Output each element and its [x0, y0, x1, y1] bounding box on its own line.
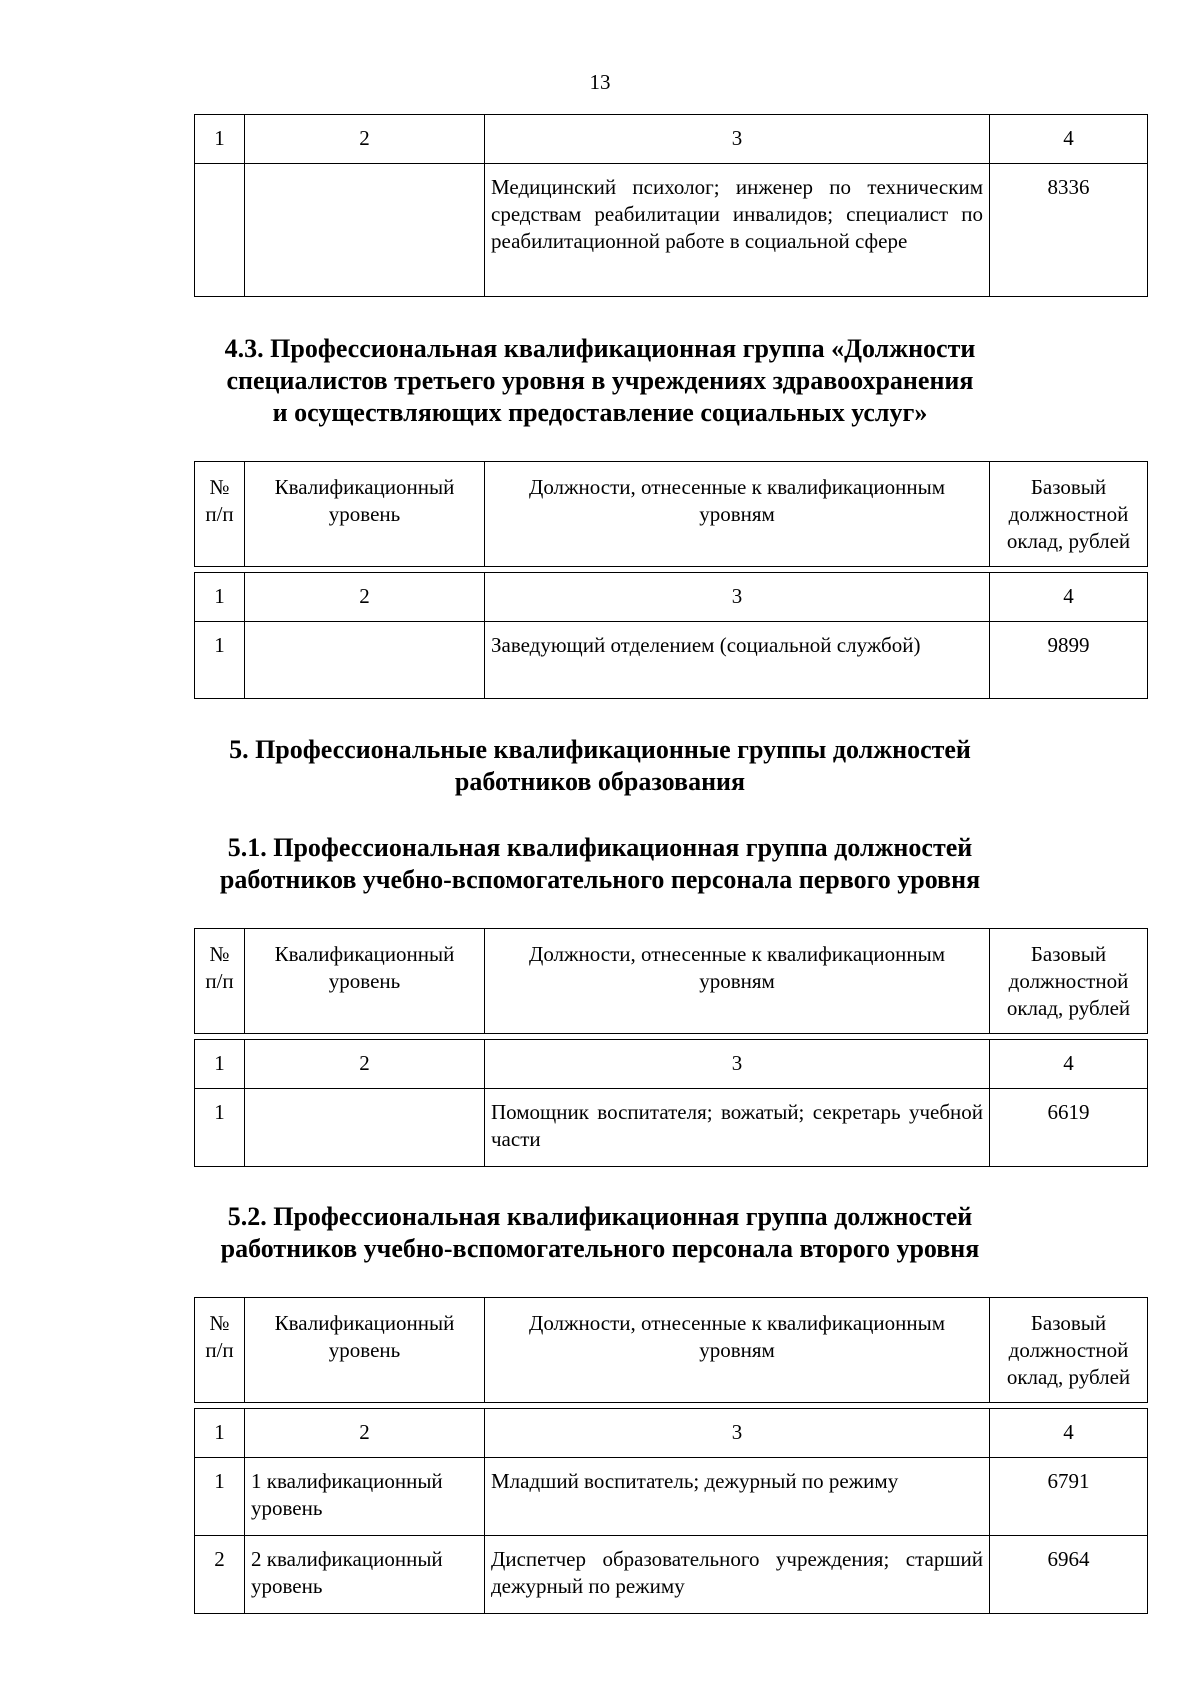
row-salary: 6619 [990, 1089, 1148, 1167]
section-4-3-title-line-3: и осуществляющих предоставление социальных услуг» [272, 398, 928, 427]
header-row [195, 1298, 1148, 1403]
col-number-4: 4 [990, 115, 1148, 164]
section-5-title-line-1: 5. Профессиональные квалификационные группы должностей [229, 735, 971, 764]
col-number-1: 1 [195, 1409, 245, 1458]
section-5-1-header-table [194, 928, 1148, 1034]
column-number-row [195, 1040, 1148, 1089]
col-number-4: 4 [990, 1409, 1148, 1458]
continuation-table [194, 114, 1148, 297]
header-positions: Должности, отнесенные к квалификационным уровням [485, 462, 990, 567]
row-level [245, 1089, 485, 1167]
row-number: 1 [195, 1089, 245, 1167]
header-level: Квалификационный уровень [245, 462, 485, 567]
column-number-row [195, 115, 1148, 164]
col-number-3: 3 [485, 1040, 990, 1089]
header-salary: Базовый должностной оклад, рублей [990, 462, 1148, 567]
header-number: № п/п [195, 462, 245, 567]
section-4-3-title [0, 333, 1200, 429]
col-number-1: 1 [195, 1040, 245, 1089]
table-row [195, 1089, 1148, 1167]
section-5-1-table [194, 1039, 1148, 1167]
row-positions: Младший воспитатель; дежурный по режиму [485, 1458, 990, 1536]
section-5-2-title [0, 1201, 1200, 1265]
header-positions: Должности, отнесенные к квалификационным уровням [485, 1298, 990, 1403]
header-salary: Базовый должностной оклад, рублей [990, 1298, 1148, 1403]
section-5-title-line-2: работников образования [454, 767, 746, 796]
section-5-1-title-line-2: работников учебно-вспомогательного персонала первого уровня [219, 865, 981, 894]
column-number-row [195, 1409, 1148, 1458]
table-row [195, 1458, 1148, 1536]
header-positions: Должности, отнесенные к квалификационным уровням [485, 929, 990, 1034]
col-number-4: 4 [990, 573, 1148, 622]
table-row [195, 164, 1148, 297]
col-number-3: 3 [485, 573, 990, 622]
section-5-2-title-line-1: 5.2. Профессиональная квалификационная группа должностей [227, 1202, 973, 1231]
row-level [245, 622, 485, 699]
col-number-3: 3 [485, 115, 990, 164]
header-number: № п/п [195, 929, 245, 1034]
row-number [195, 164, 245, 297]
row-positions: Диспетчер образовательного учреждения; старший дежурный по режиму [485, 1536, 990, 1614]
table-row [195, 1536, 1148, 1614]
row-salary: 6791 [990, 1458, 1148, 1536]
header-row [195, 929, 1148, 1034]
header-level: Квалификационный уровень [245, 1298, 485, 1403]
section-4-3-title-line-1: 4.3. Профессиональная квалификационная группа «Должности [224, 334, 976, 363]
row-positions: Медицинский психолог; инженер по техническим средствам реабилитации инвалидов; специалист по реабилитационной работе в социальной сфере [485, 164, 990, 297]
col-number-1: 1 [195, 115, 245, 164]
section-4-3-header-table [194, 461, 1148, 567]
header-row [195, 462, 1148, 567]
header-level: Квалификационный уровень [245, 929, 485, 1034]
section-5-2-title-line-2: работников учебно-вспомогательного персонала второго уровня [220, 1234, 980, 1263]
section-4-3-title-line-2: специалистов третьего уровня в учреждениях здравоохранения [226, 366, 974, 395]
col-number-4: 4 [990, 1040, 1148, 1089]
row-level: 1 квалификационный уровень [245, 1458, 485, 1536]
page-number: 13 [589, 70, 611, 94]
row-level: 2 квалификационный уровень [245, 1536, 485, 1614]
col-number-1: 1 [195, 573, 245, 622]
row-positions: Помощник воспитателя; вожатый; секретарь учебной части [485, 1089, 990, 1167]
section-5-1-title-line-1: 5.1. Профессиональная квалификационная группа должностей [227, 833, 973, 862]
col-number-2: 2 [245, 115, 485, 164]
col-number-2: 2 [245, 1409, 485, 1458]
section-5-2-header-table [194, 1297, 1148, 1403]
row-number: 2 [195, 1536, 245, 1614]
col-number-2: 2 [245, 1040, 485, 1089]
table-row [195, 622, 1148, 699]
col-number-2: 2 [245, 573, 485, 622]
section-5-2-table [194, 1408, 1148, 1614]
row-level [245, 164, 485, 297]
row-salary: 9899 [990, 622, 1148, 699]
header-number: № п/п [195, 1298, 245, 1403]
section-5-1-title [0, 832, 1200, 896]
row-number: 1 [195, 1458, 245, 1536]
row-salary: 6964 [990, 1536, 1148, 1614]
row-positions: Заведующий отделением (социальной службой) [485, 622, 990, 699]
col-number-3: 3 [485, 1409, 990, 1458]
column-number-row [195, 573, 1148, 622]
section-5-title [0, 734, 1200, 798]
row-number: 1 [195, 622, 245, 699]
row-salary: 8336 [990, 164, 1148, 297]
section-4-3-table [194, 572, 1148, 699]
header-salary: Базовый должностной оклад, рублей [990, 929, 1148, 1034]
